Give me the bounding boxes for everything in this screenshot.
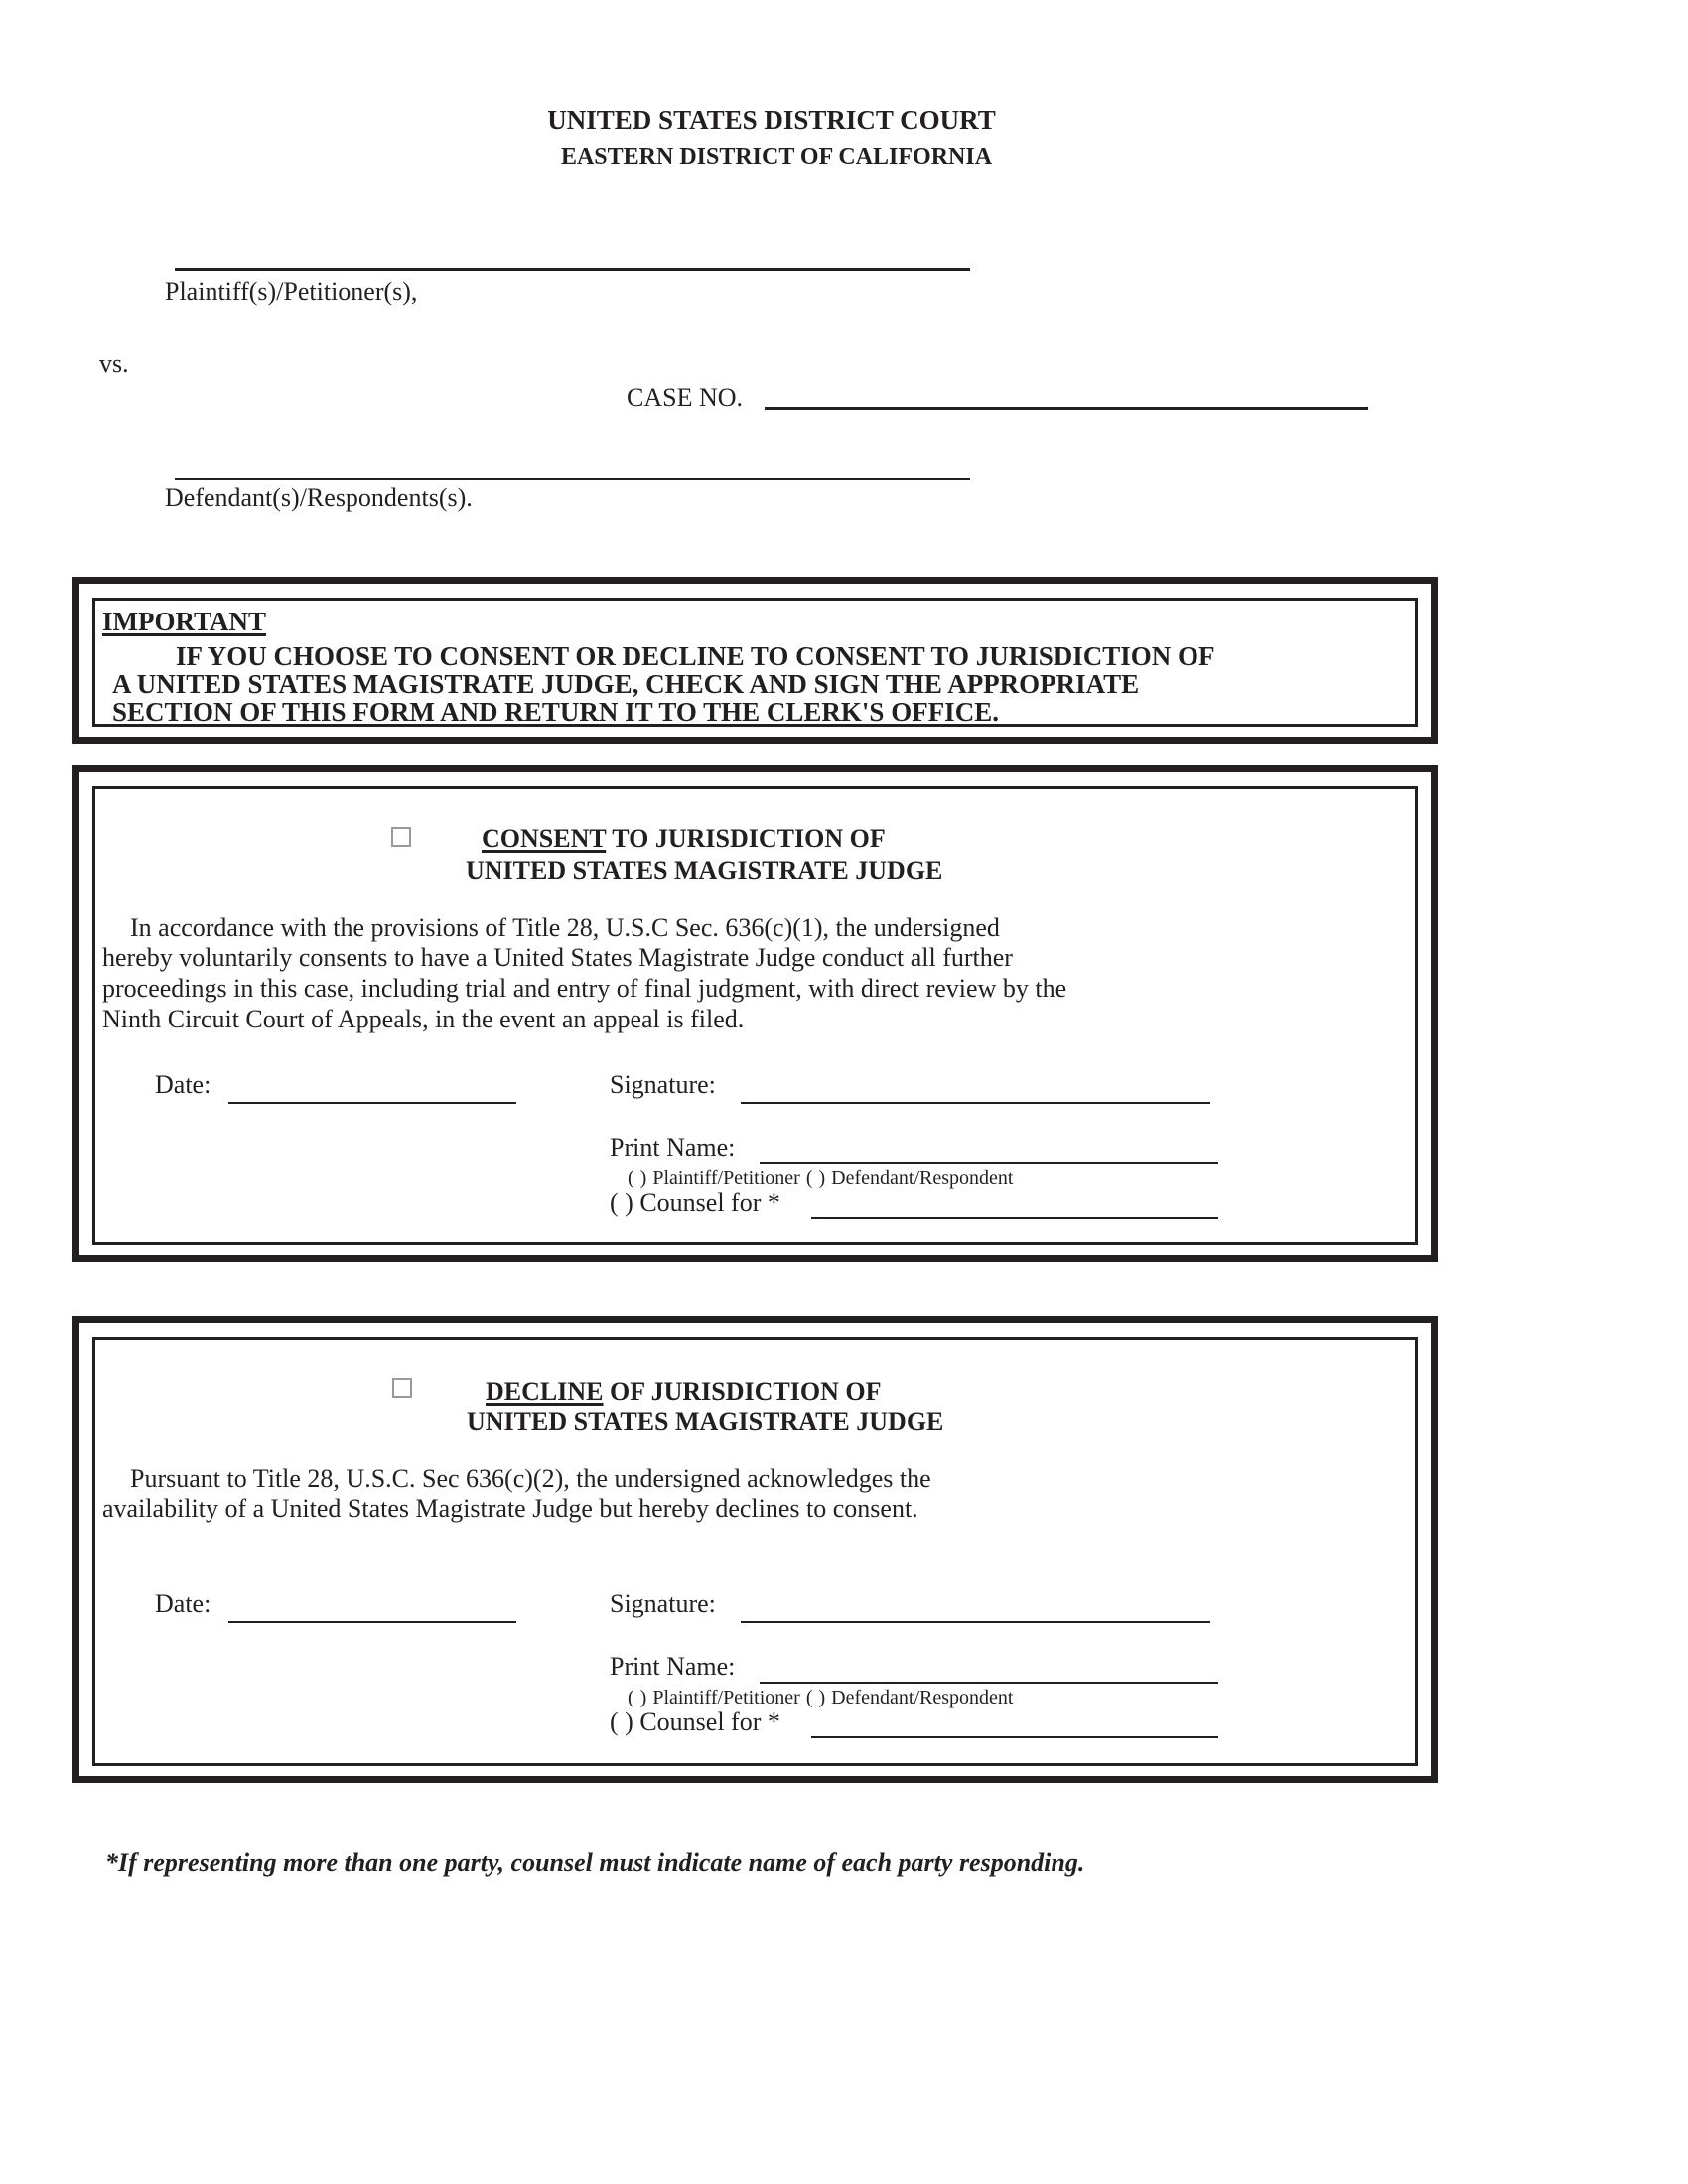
decline-title: [486, 1379, 882, 1405]
court-name: UNITED STATES DISTRICT COURT: [547, 105, 996, 135]
footnote: *If representing more than one party, counsel must indicate name of each party responding.: [105, 1848, 1085, 1877]
consent-date-label: Date:: [155, 1070, 211, 1099]
important-line-1: IF YOU CHOOSE TO CONSENT OR DECLINE TO CONSENT TO JURISDICTION OF: [176, 641, 1215, 671]
consent-paragraph-line-4: Ninth Circuit Court of Appeals, in the event an appeal is filed.: [102, 1005, 745, 1033]
district-name: EASTERN DISTRICT OF CALIFORNIA: [560, 144, 993, 170]
consent-title-keyword: CONSENT: [482, 824, 607, 853]
decline-counsel-label[interactable]: ( ) Counsel for *: [610, 1707, 780, 1736]
important-notice-inner-frame: [92, 598, 1418, 727]
decline-checkbox[interactable]: [392, 1378, 412, 1398]
case-number-label: CASE NO.: [627, 383, 744, 412]
consent-title-rest: TO JURISDICTION OF: [606, 824, 886, 853]
decline-party-options[interactable]: ( ) Plaintiff/Petitioner ( ) Defendant/Respondent: [628, 1687, 1014, 1708]
important-line-2: A UNITED STATES MAGISTRATE JUDGE, CHECK AND SIGN THE APPROPRIATE: [112, 669, 1140, 699]
decline-signature-label: Signature:: [610, 1589, 716, 1618]
consent-title-line-2: UNITED STATES MAGISTRATE JUDGE: [466, 856, 943, 885]
decline-title-keyword: DECLINE: [486, 1377, 604, 1406]
defendant-label: Defendant(s)/Respondents(s).: [165, 483, 473, 512]
consent-counsel-label[interactable]: ( ) Counsel for *: [610, 1188, 780, 1217]
plaintiff-name-field[interactable]: [175, 268, 970, 271]
important-heading: IMPORTANT: [102, 607, 267, 636]
decline-signature-field[interactable]: [741, 1621, 1210, 1623]
consent-paragraph-line-3: proceedings in this case, including trial and entry of final judgment, with direct review by the: [102, 974, 1067, 1003]
decline-print-name-field[interactable]: [760, 1682, 1218, 1684]
consent-paragraph-line-2: hereby voluntarily consents to have a United States Magistrate Judge conduct all further: [102, 943, 1013, 972]
consent-signature-field[interactable]: [741, 1102, 1210, 1104]
important-line-3: SECTION OF THIS FORM AND RETURN IT TO THE CLERK'S OFFICE.: [112, 697, 999, 727]
consent-counsel-field[interactable]: [811, 1217, 1218, 1219]
decline-counsel-field[interactable]: [811, 1736, 1218, 1738]
decline-paragraph-line-2: availability of a United States Magistrate Judge but hereby declines to consent.: [102, 1494, 918, 1523]
consent-date-field[interactable]: [228, 1102, 516, 1104]
consent-print-name-label: Print Name:: [610, 1133, 736, 1161]
consent-checkbox[interactable]: [391, 827, 411, 847]
consent-title: [482, 826, 886, 852]
consent-print-name-field[interactable]: [760, 1162, 1218, 1164]
case-number-field[interactable]: [765, 407, 1368, 410]
plaintiff-label: Plaintiff(s)/Petitioner(s),: [165, 277, 418, 306]
consent-paragraph-line-1: In accordance with the provisions of Title 28, U.S.C Sec. 636(c)(1), the undersigned: [130, 913, 1000, 942]
defendant-name-field[interactable]: [175, 478, 970, 480]
decline-date-label: Date:: [155, 1589, 211, 1618]
consent-signature-label: Signature:: [610, 1070, 716, 1099]
decline-print-name-label: Print Name:: [610, 1652, 736, 1681]
versus-label: vs.: [99, 349, 129, 378]
decline-date-field[interactable]: [228, 1621, 516, 1623]
decline-title-rest: OF JURISDICTION OF: [603, 1377, 882, 1406]
consent-party-options[interactable]: ( ) Plaintiff/Petitioner ( ) Defendant/Respondent: [628, 1167, 1014, 1189]
decline-paragraph-line-1: Pursuant to Title 28, U.S.C. Sec 636(c)(2), the undersigned acknowledges the: [130, 1464, 931, 1493]
decline-title-line-2: UNITED STATES MAGISTRATE JUDGE: [467, 1407, 944, 1435]
